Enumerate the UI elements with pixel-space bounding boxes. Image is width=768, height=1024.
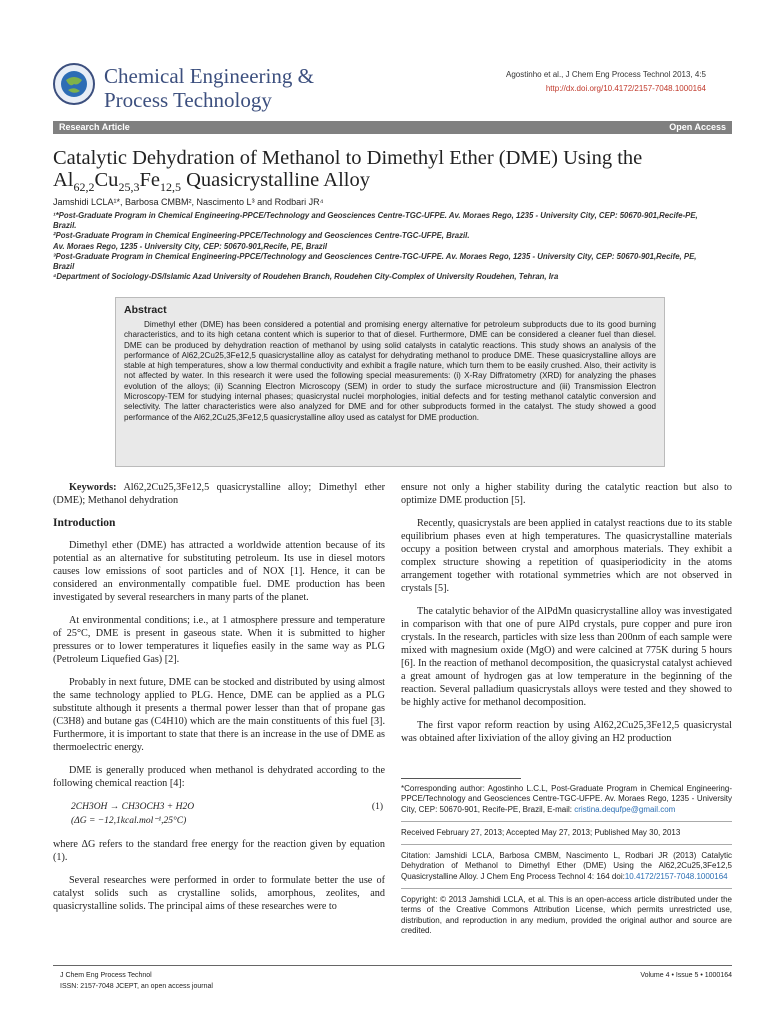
- paragraph: where ΔG refers to the standard free energy for the reaction given by equation (1).: [53, 839, 385, 863]
- divider: [401, 888, 732, 889]
- article-dates: Received February 27, 2013; Accepted May 27, 2013; Published May 30, 2013: [401, 827, 681, 837]
- article-notes: [401, 784, 732, 942]
- keywords-label: Keywords:: [69, 482, 117, 493]
- title-line1: Catalytic Dehydration of Methanol to Dimethyl Ether (DME) Using the: [53, 147, 643, 169]
- affiliation: ²Post-Graduate Program in Chemical Engineering-PPCE/Technology and Geosciences Centre-TGC-UFPE, Brazil.: [53, 231, 470, 241]
- title-alloy-sub: 12,5: [159, 180, 181, 195]
- journal-name-line2: Process Technology: [104, 88, 272, 112]
- title-line2-rest: Quasicrystalline Alloy: [180, 169, 370, 191]
- paragraph: ensure not only a higher stability during the catalytic reaction but also to optimize DME production [5].: [401, 482, 732, 506]
- affiliation: Av. Moraes Rego, 1235 - University City, CEP: 50670-901,Recife, PE, Brazil: [53, 241, 328, 251]
- journal-logo-icon: [52, 62, 96, 106]
- affiliation: ³Post-Graduate Program in Chemical Engineering-PPCE/Technology and Geosciences Centre-TGC-UFPE. Av. Moraes Rego, 1235 - University City, CEP: 50670-901,Recife, PE, Brazil: [53, 251, 697, 272]
- footnote-divider: [401, 778, 521, 779]
- footer-volume-issue: Volume 4 • Issue 5 • 1000164: [640, 972, 732, 979]
- paragraph: Recently, quasicrystals are been applied in catalyst reactions due to its stable equilibrium phases even at high temperatures. The quasicrystalline materials occupy a position between crystal and amorphous materials. They exhibit a complex structure showing a repetition of quasiperiodicity in the atoms arrangement together with rotational symmetries which are not observed in crystals [5].: [401, 518, 732, 594]
- footer-divider: [53, 965, 732, 966]
- abstract-heading: Abstract: [124, 304, 167, 316]
- abstract-text: Dimethyl ether (DME) has been considered a potential and promising energy alternative for petroleum subproducts due to its good burning characteristics, and to its high cetana content which is superior to that of diesel. Furthermore, DME can be considered a cleaner fuel than diesel. DME can be produced by dehydration reaction of methanol by using solid catalysts in catalytic reactions. This study shows an analysis of the performance of Al62,2Cu25,3Fe12,5 quasicrystalline alloy as catalyst for dehydrating methanol to produce DME. These quasicrystalline alloys are stable at high temperatures, show a low thermal conductivity and exhibit a fragile nature, which turn them to be easily crushed. Also, their activity is not affected by water. In this research it were used the following special measurements: (i) X-Ray Diffratometry (XRD) for analyzing the phases evolution of the alloys; (ii) Scanning Electron Microscopy (SEM) in order to study the surface microstructure and (iii) Transmission Electron Microscopy-TEM for studying internal phases; quasicrystal nuclei morphologies, initial defects and for testing methanol catalytic conversion and selectivity. The latter characteristics were also analyzed for DME and for other subproducts formed in the catalyst. The study showed a good performance of the Al62,2Cu25,3Fe12,5 quasicrystalline alloy used as catalyst for DME production.: [124, 320, 656, 422]
- equation-reaction: 2CH3OH → CH3OCH3 + H2O: [71, 802, 195, 812]
- journal-name: [104, 64, 314, 112]
- copyright-note: Copyright: © 2013 Jamshidi LCLA, et al. This is an open-access article distributed under the terms of the Creative Commons Attribution License, which permits unrestricted use, distribution, and reproduction in any medium, provided the original author and source are credited.: [401, 895, 732, 935]
- abstract-box: [115, 297, 665, 467]
- footer-journal-name: J Chem Eng Process Technol: [60, 972, 152, 979]
- corresponding-email-link[interactable]: cristina.dequfpe@gmail.com: [574, 804, 676, 814]
- keywords-text: Al62,2Cu25,3Fe12,5 quasicrystalline alloy; Dimethyl ether (DME); Methanol dehydration: [53, 482, 386, 506]
- citation-doi-link[interactable]: 10.4172/2157-7048.1000164: [624, 871, 728, 881]
- paragraph: Several researches were performed in order to formulate better the use of catalyst solids such as crystalline solids, amorphous, zeolites, and quasicrystalline solids. The principal aims of these researches were to: [53, 875, 385, 912]
- citation-note: [401, 851, 732, 882]
- paragraph: Probably in next future, DME can be stocked and distributed by using almost the same technology applied to PLG. Hence, DME can be applied as a PLG substitute although it presents a thermal power lesser than that of propane gas (C3H8) and butane gas (C4H10) which are the main constituents of this fuel [3]. Furthermore, it is important to state that there is an increase in the use of DME as thermoelectric energy.: [53, 677, 385, 753]
- left-column: [53, 481, 385, 923]
- affiliation: ¹*Post-Graduate Program in Chemical Engineering-PPCE/Technology and Geosciences Centre-TGC-UFPE. Av. Moraes Rego, 1235 - University City, CEP: 50670-901,Recife-PE, Brazil.: [53, 211, 698, 231]
- header-doi-link[interactable]: http://dx.doi.org/10.4172/2157-7048.1000164: [545, 84, 706, 93]
- header-citation: [506, 70, 706, 93]
- divider: [401, 821, 732, 822]
- paragraph: The first vapor reform reaction by using Al62,2Cu25,3Fe12,5 quasicrystal was obtained after lixiviation of the alloy giving an H2 production: [401, 720, 732, 744]
- author-list: Jamshidi LCLA¹*, Barbosa CMBM², Nascimento L³ and Rodbari JR⁴: [53, 197, 324, 207]
- equation-number: (1): [371, 802, 383, 812]
- paragraph: DME is generally produced when methanol is dehydrated according to the following chemical reaction [4]:: [53, 765, 385, 789]
- research-article-label: Research Article: [59, 122, 130, 132]
- header-citation-text: Agostinho et al., J Chem Eng Process Technol 2013, 4:5: [506, 70, 706, 79]
- paragraph: At environmental conditions; i.e., at 1 atmosphere pressure and temperature of 25°C, DME is present in gaseous state. When it is submitted to higher pressures or to lower temperatures it liquefies easily in the same way as PLG (Petroleum Liquefied Gas) [2].: [53, 615, 385, 665]
- footer-issn: ISSN: 2157-7048 JCEPT, an open access journal: [60, 983, 213, 990]
- article-title: [53, 147, 733, 198]
- title-alloy-sub: 25,3: [118, 180, 140, 195]
- title-alloy-fe: Fe: [139, 169, 160, 191]
- open-access-label: Open Access: [669, 122, 726, 132]
- equation-free-energy: (ΔG = −12,1kcal.mol⁻¹,25°C): [71, 816, 187, 826]
- footer-journal-info: [60, 970, 213, 992]
- title-alloy-sub: 62,2: [73, 180, 95, 195]
- title-alloy-cu: Cu: [94, 169, 119, 191]
- keywords: [53, 481, 385, 507]
- corresponding-author: [401, 784, 732, 815]
- affiliations: [53, 211, 713, 282]
- affiliation: ⁴Department of Sociology-DS/Islamic Azad University of Roudehen Branch, Roudehen City-Complex of University Roudehen, Tehran, Ira: [53, 272, 559, 282]
- divider: [401, 844, 732, 845]
- journal-name-line1: Chemical Engineering &: [104, 64, 314, 88]
- paragraph: Dimethyl ether (DME) has attracted a worldwide attention because of its potential as an alternative for substituting petroleum. Its use in diesel motors causes low emissions of soot particles and of NOX [1]. Hence, it can be considered an environmentally compatible fuel. DME production has been investigated by several researchers in many parts of the planet.: [53, 540, 385, 603]
- article-type-bar: [53, 121, 732, 134]
- citation-text: Citation: Jamshidi LCLA, Barbosa CMBM, Nascimento L, Rodbari JR (2013) Catalytic Dehydration of Methanol to Dimethyl Ether (DME) Using the Al62,2Cu25,3Fe12,5 Quasicrystalline Alloy. J Chem Eng Process Technol 4: 164 doi:: [401, 851, 732, 881]
- corresponding-author-text: *Corresponding author: Agostinho L.C.L, Post-Graduate Program in Chemical Engineering-PPCE/Technology and Geosciences Centre-TGC-UFPE. Av. Moraes Rego, 1235 - University City, CEP: 50670-901, Recife-PE, Brazil, E-mail:: [401, 784, 732, 814]
- paragraph: The catalytic behavior of the AlPdMn quasicrystalline alloy was investigated in comparison with that one of pure AlPd crystals, pure copper and pure iron crystals. In the research, particles with size less than 200nm of each sample were mixed with magnesium oxide (MgO) and were calcined at 775K during 5 hours [6]. In the reaction of methanol decomposition, the quasicrystal catalyst achieved a great amount of hydrogen gas at low temperature in the beginning of the reaction. Several palladium quasicrystals alloys were tested and they showed to be highly active for methanol decomposition.: [401, 606, 732, 708]
- title-alloy-al: Al: [53, 169, 74, 191]
- equation-1: [71, 800, 385, 828]
- right-column: [401, 481, 732, 755]
- introduction-heading: Introduction: [53, 517, 116, 529]
